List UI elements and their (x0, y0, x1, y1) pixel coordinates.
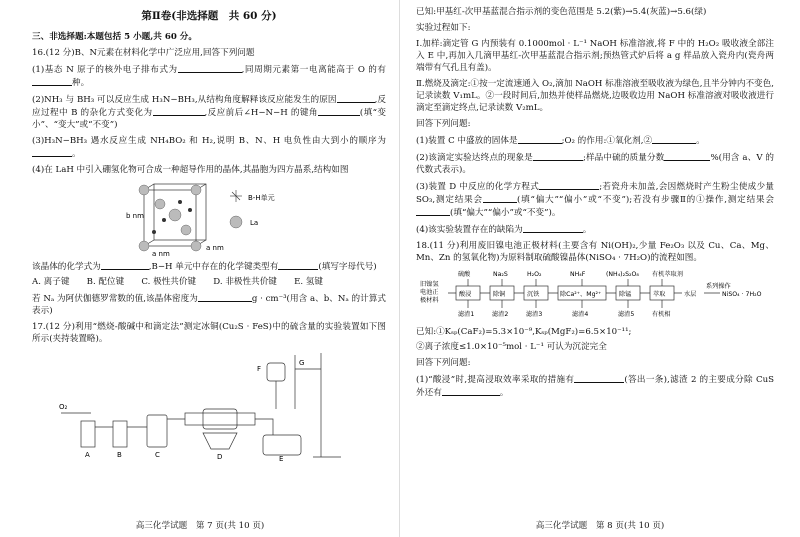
q16-part6: 若 Nₐ 为阿伏伽德罗常数的值,该晶体密度为 g · cm⁻³(用含 a、b、Nₐ 的计算式表示) (32, 294, 387, 317)
step-3: 除Ca²⁺、Mg²⁺ (560, 290, 602, 298)
reagent-2: H₂O₂ (527, 270, 542, 278)
residue-0: 滤渣1 (458, 310, 475, 318)
reagent-1: Na₂S (493, 270, 508, 278)
answer-blank[interactable] (153, 106, 205, 116)
answer-blank[interactable] (318, 106, 360, 116)
q18-known-1: 已知:①Kₛₚ(CaF₂)=5.3×10⁻⁹,Kₛₚ(MgF₂)=6.5×10⁻¹¹; (416, 326, 632, 337)
label-b-nm: b nm (126, 211, 144, 220)
residue-3: 滤渣4 (572, 310, 589, 318)
q17-step2: Ⅱ.燃烧及滴定:①按一定流速通入 O₂,滴加 NaOH 标准溶液至吸收液为绿色,且半分钟内不变色,记录读数 V₁mL。②一段时间后,加热并使样品燃烧,边吸收边用 NaOH 标准溶液对吸收液进行滴定至滴定终点,记录读数 V₂mL。 (416, 78, 774, 114)
answer-blank[interactable] (523, 223, 583, 233)
step-0: 酸浸 (459, 290, 472, 298)
q16-part1: (1)基态 N 原子的核外电子排布式为 ,同周期元素第一电离能高于 O 的有种。 (32, 64, 386, 88)
reagent-0: 硫酸 (458, 270, 471, 278)
q18-questions-heading: 回答下列问题: (416, 358, 471, 369)
q17-questions-heading: 回答下列问题: (416, 119, 471, 129)
flow-product: NiSO₄ · 7H₂O (722, 290, 762, 298)
label-f: F (257, 365, 262, 374)
residue-2: 滤渣3 (526, 310, 543, 318)
q17-indicator-note: 已知:甲基红-次甲基蓝混合指示剂的变色范围是 5.2(紫)→5.4(灰蓝)→5.6(绿) (416, 7, 707, 17)
flow-source-line3: 极材料 (420, 296, 439, 304)
flow-water-layer: 水层 (684, 290, 697, 298)
q17-part3: (3)装置 D 中反应的化学方程式 ;若瓷舟未加盖,会因燃烧时产生粉尘使成少量 SO₃,测定结果会 (填“偏大”“偏小”或“不变”);若没有步骤Ⅱ的①操作,测定结果会(填“偏大”“偏小”或“不变”)。 (416, 181, 774, 218)
q18-part1: (1)“酸浸”时,提高浸取效率采取的措施有 (答出一条),滤渣 2 的主要成分除 CuS 外还有 。 (416, 374, 774, 399)
answer-blank[interactable] (178, 63, 242, 73)
q16-part4: (4)在 LaH 中引入硼氢化物可合成一种超导作用的晶体,其晶胞为四方晶系,结构如图 (32, 164, 349, 175)
q16-stem: 16.(12 分)B、N元素在材料化学中广泛应用,回答下列问题 (32, 47, 255, 58)
crystal-cell-figure (124, 180, 294, 258)
step-2: 沉铁 (527, 290, 540, 298)
q17-step1: Ⅰ.加样:滴定管 G 内预装有 0.1000mol · L⁻¹ NaOH 标准溶液,将 F 中的 H₂O₂ 吸收液全部注入 E 中,再加入几滴甲基红-次甲基蓝混合指示剂;预热管式炉后将 a g 样品放入瓷舟内(瓷舟两端带有气孔且有盖)。 (416, 38, 774, 73)
label-a: A (85, 451, 90, 460)
label-a-nm-2: a nm (206, 243, 224, 252)
answer-blank[interactable] (442, 386, 500, 396)
q16-part5: 该晶体的化学式为 ,B−H 单元中存在的化学键类型有 (填写字母代号) (32, 261, 377, 272)
label-d: D (217, 453, 223, 462)
step-5: 萃取 (653, 290, 666, 298)
reagent-4: (NH₄)₂S₂O₈ (606, 270, 639, 278)
answer-blank[interactable] (32, 76, 72, 86)
flow-source-line1: 旧镍氢 (420, 280, 439, 288)
reagent-5: 有机萃取剂 (652, 270, 683, 278)
q18-known-2: ②离子浓度≤1.0×10⁻⁵mol · L⁻¹ 可认为沉淀完全 (416, 342, 607, 353)
flow-series-ops: 系列操作 (706, 282, 731, 290)
residue-5: 有机相 (652, 310, 671, 318)
label-b: B (117, 451, 122, 460)
residue-1: 滤渣2 (492, 310, 509, 318)
q18-stem: 18.(11 分)利用废旧镍电池正极材料(主要含有 Ni(OH)₂,少量 Fe₂O₃ 以及 Cu、Ca、Mg、Mn、Zn 的氢氧化物)为原料制取硫酸镍晶体(NiSO₄ · 7H₂O)的流程如图。 (416, 240, 774, 263)
answer-blank[interactable] (664, 151, 710, 161)
label-a-nm: a nm (152, 249, 170, 258)
step-1: 除铜 (493, 290, 506, 298)
flow-source-line2: 电池正 (420, 288, 439, 296)
answer-blank[interactable] (32, 147, 72, 157)
answer-blank[interactable] (539, 180, 599, 190)
answer-blank[interactable] (574, 373, 624, 383)
page-footer-left: 高三化学试题 第 7 页(共 10 页) (135, 521, 265, 531)
page-right (400, 0, 800, 537)
q17-procedure-heading: 实验过程如下: (416, 22, 471, 33)
apparatus-figure (59, 349, 359, 461)
q17-part1: (1)装置 C 中盛放的固体是 ;O₂ 的作用:①氧化剂,② 。 (416, 135, 705, 146)
label-o2: O₂ (59, 403, 68, 412)
answer-blank[interactable] (533, 151, 583, 161)
q17-stem: 17.(12 分)利用“燃烧-酸碱中和滴定法”测定冰铜(Cu₂S · FeS)中的硫含量的实验装置如下图所示(夹持装置略)。 (32, 322, 386, 345)
residue-4: 滤渣5 (618, 310, 635, 318)
answer-blank[interactable] (198, 292, 252, 302)
section-title: 第Ⅱ卷(非选择题 共 60 分) (141, 10, 277, 22)
label-g: G (299, 359, 305, 368)
label-la: La (250, 218, 259, 227)
step-4: 除锰 (619, 290, 632, 298)
answer-blank[interactable] (518, 134, 562, 144)
label-bh-unit: B-H单元 (248, 193, 275, 202)
q16-options: A. 离子键 B. 配位键 C. 极性共价键 D. 非极性共价键 E. 氢键 (32, 277, 323, 288)
answer-blank[interactable] (483, 193, 517, 203)
answer-blank[interactable] (101, 260, 149, 270)
page-footer-right: 高三化学试题 第 8 页(共 10 页) (535, 521, 665, 531)
process-flow-diagram (420, 268, 770, 324)
section-instructions: 三、非选择题:本题包括 5 小题,共 60 分。 (32, 32, 197, 42)
answer-blank[interactable] (652, 134, 696, 144)
q17-part4: (4)该实验装置存在的缺陷为 。 (416, 224, 592, 235)
reagent-3: NH₄F (570, 270, 586, 278)
q17-part2: (2)该滴定实验达终点的现象是 ;样品中硫的质量分数 %(用含 a、V 的代数式表示)。 (416, 152, 774, 175)
answer-blank[interactable] (278, 260, 318, 270)
label-e: E (279, 455, 284, 462)
q16-part3: (3)H₃N−BH₃ 遇水反应生成 NH₄BO₂ 和 H₂,说明 B、N、H 电负性由大到小的顺序为。 (32, 135, 386, 159)
q16-part2: (2)NH₃ 与 BH₃ 可以反应生成 H₃N−BH₃,从结构角度解释该反应能发生的原因 ,反应过程中 B 的杂化方式变化为 ,反应前后∠H−N−H 的键角 (填“变小”、“变大”或“不变”) (32, 94, 387, 130)
label-c: C (155, 451, 160, 460)
answer-blank[interactable] (416, 206, 450, 216)
answer-blank[interactable] (337, 93, 375, 103)
